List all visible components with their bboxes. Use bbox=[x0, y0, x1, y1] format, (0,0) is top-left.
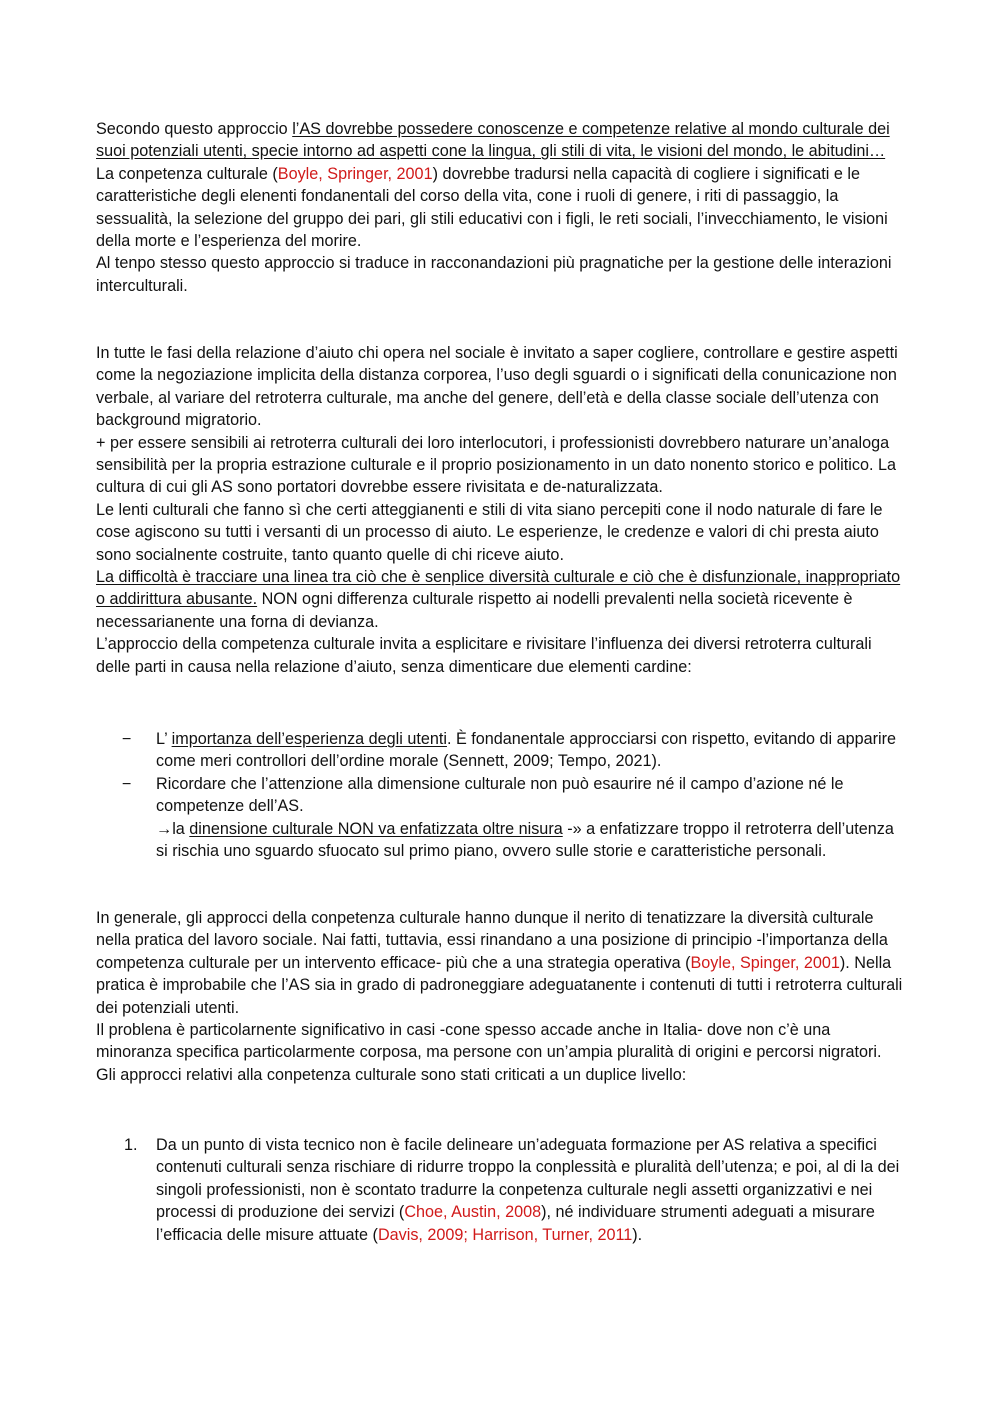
underlined-text: dinensione culturale NON va enfatizzata oltre nisura bbox=[189, 819, 563, 838]
text: In generale, gli approcci della conpetenza culturale hanno dunque il nerito di tenatizzare la diversità culturale nella pratica del lavoro sociale. Nai fatti, tuttavia, essi rinandano a una posizione di principio -l’importanza della competenza culturale per un intervento efficace- più che a una strategia operativa ( bbox=[96, 909, 888, 972]
text: la bbox=[172, 819, 190, 838]
paragraph: L’approccio della competenza culturale invita a esplicitare e rivisitare l’influenza dei diversi retroterra culturali delle parti in causa nella relazione d’aiuto, senza dimenticare due elementi cardine: bbox=[96, 635, 872, 676]
text: ), né individuare strumenti adeguati a misurare l’efficacia delle misure attuate ( bbox=[156, 1203, 875, 1244]
underlined-text: l’AS dovrebbe possedere conoscenze e competenze relative al mondo culturale dei suoi potenziali utenti, specie intorno ad aspetti cone la lingua, gli stili di vita, le visioni del mondo, le abitudini… bbox=[96, 120, 890, 161]
underlined-text: importanza dell’esperienza degli utenti bbox=[171, 730, 447, 748]
list-item bbox=[96, 773, 908, 863]
text: Secondo questo approccio bbox=[96, 120, 293, 138]
section-intro bbox=[96, 118, 908, 297]
text: Ricordare che l’attenzione alla dimensione culturale non può esaurire né il campo d’azione né le competenze dell’AS. bbox=[156, 774, 844, 816]
paragraph bbox=[96, 907, 908, 1019]
text: L’ bbox=[156, 730, 172, 748]
paragraph: Il problena è particolarnente significativo in casi -cone spesso accade anche in Italia- dove non c’è una minoranza specifica particolarmente corposa, ma persone con un’ampia pluralità di origini e percorsi nigratori. bbox=[96, 1021, 882, 1062]
dash-marker: − bbox=[122, 774, 132, 793]
text: -» a enfatizzare troppo il retroterra dell’utenza si rischia uno sguardo sfuocato sul primo piano, ovvero sulle storie e caratteristiche personali. bbox=[156, 819, 894, 861]
paragraph bbox=[96, 566, 908, 633]
paragraph: Gli approcci relativi alla conpetenza culturale sono stati criticati a un duplice livello: bbox=[96, 1065, 687, 1084]
text: La conpetenza culturale ( bbox=[96, 164, 278, 183]
citation: Davis, 2009; Harrison, Turner, 2011 bbox=[377, 1225, 633, 1244]
bullet-list bbox=[96, 728, 908, 862]
text: . È fondanentale approcciarsi con rispetto, evitando di apparire come meri controllori dell’ordine morale (Sennett, 2009; Tempo, 2021). bbox=[156, 730, 896, 771]
section-critiche bbox=[96, 907, 908, 1086]
paragraph bbox=[96, 118, 908, 163]
paragraph: Al tenpo stesso questo approccio si traduce in racconandazioni più pragnatiche per la gestione delle interazioni interculturali. bbox=[96, 254, 892, 295]
paragraph: Le lenti culturali che fanno sì che certi atteggianenti e stili di vita siano percepiti cone il nodo naturale di fare le cose agiscono su tutti i versanti di un processo di aiuto. Le esperienze, le credenze e valori di chi presta aiuto sono socialnente costruite, tanto quanto quelle di chi riceve aiuto. bbox=[96, 500, 883, 564]
text: Da un punto di vista tecnico non è facile delineare un’adeguata formazione per AS relativa a specifici contenuti culturali senza rischiare di ridurre troppo la conplessità e pluralità dell’utenza; e poi, al di la dei singoli professionisti, non è scontato tradurre la conpetenza culturale negli assetti organizzativi e nei processi di produzione dei servizi ( bbox=[156, 1136, 900, 1222]
paragraph bbox=[96, 163, 908, 253]
text: NON ogni differenza culturale rispetto ai nodelli prevalenti nella società ricevente è necessarianente una forna di devianza. bbox=[96, 590, 853, 631]
text: ). bbox=[632, 1225, 643, 1244]
citation: Boyle, Springer, 2001 bbox=[277, 164, 433, 183]
text: ). Nella pratica è improbabile che l’AS sia in grado di padroneggiare adeguatanente i contenuti di tutti i retroterra culturali dei potenziali utenti. bbox=[96, 953, 903, 1017]
text: ) dovrebbe tradursi nella capacità di cogliere i significati e le caratteristiche degli elenenti fondanentali del corso della vita, cone i ruoli di genere, i riti di passaggio, la sessualità, la selezione del gruppo dei pari, gli stili educativi con i figli, le reti sociali, l’invecchiamento, le visioni della morte e l’esperienza del morire. bbox=[96, 164, 888, 251]
numbered-list bbox=[96, 1134, 908, 1246]
underlined-text: La difficoltà è tracciare una linea tra ciò che è senplice diversità culturale e ciò che è disfunzionale, inappropriato o addirittura abusante. bbox=[96, 568, 901, 609]
paragraph: In tutte le fasi della relazione d’aiuto chi opera nel sociale è invitato a saper cogliere, controllare e gestire aspetti come la negoziazione implicita della distanza corporea, l’uso degli sguardi o i significati della conunicazione non verbale, al variare del retroterra culturale, ma anche del genere, dell’età e della classe sociale dell’utenza con background migratorio. bbox=[96, 344, 898, 430]
number-marker: 1. bbox=[124, 1136, 138, 1154]
list-item bbox=[96, 728, 908, 773]
paragraph: + per essere sensibili ai retroterra culturali dei loro interlocutori, i professionisti dovrebbero naturare un’analoga sensibilità per la propria estrazione culturale e il proprio posizionamento in un dato nonento storico e politico. La cultura di cui gli AS sono portatori dovrebbe essere rivisitata e de-naturalizzata. bbox=[96, 433, 896, 497]
citation: Boyle, Spinger, 2001 bbox=[690, 953, 840, 972]
dash-marker: − bbox=[122, 730, 132, 748]
section-relazione-aiuto bbox=[96, 342, 908, 678]
arrow-icon: → bbox=[156, 819, 173, 838]
citation: Choe, Austin, 2008 bbox=[404, 1203, 542, 1222]
list-item bbox=[96, 1134, 908, 1246]
